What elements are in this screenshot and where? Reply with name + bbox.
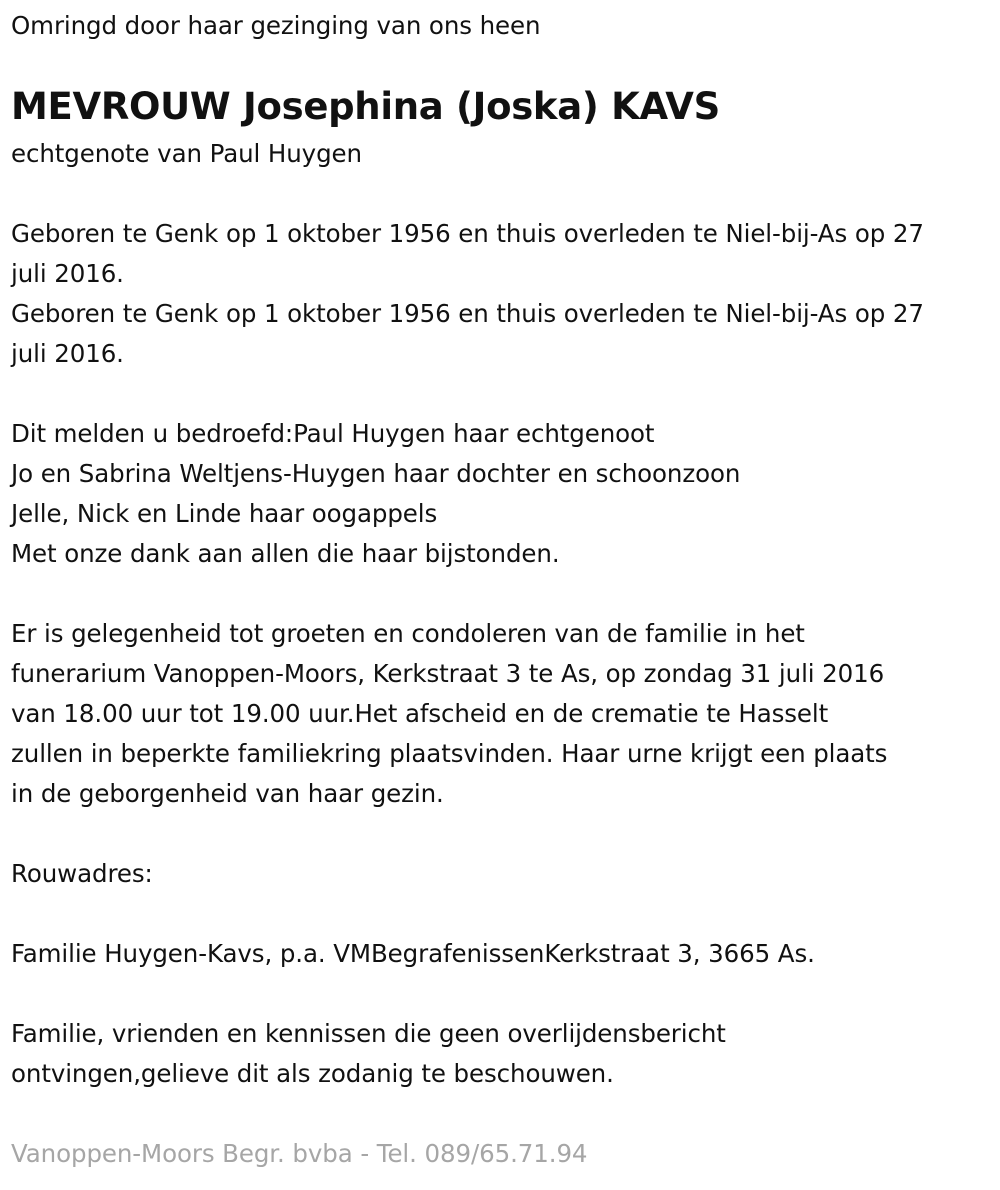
visitation-line: funerarium Vanoppen-Moors, Kerkstraat 3 te As, op zondag 31 juli 2016 bbox=[11, 659, 885, 688]
birth-line: Geboren te Genk op 1 oktober 1956 en thuis overleden te Niel-bij-As op 27 bbox=[11, 299, 924, 328]
family-line: Dit melden u bedroefd:Paul Huygen haar echtgenoot bbox=[11, 419, 655, 448]
closing-line: Familie, vrienden en kennissen die geen overlijdensbericht bbox=[11, 1019, 726, 1048]
mourning-address: Familie Huygen-Kavs, p.a. VMBegrafenissenKerkstraat 3, 3665 As. bbox=[11, 939, 815, 968]
visitation-line: in de geborgenheid van haar gezin. bbox=[11, 779, 444, 808]
closing-paragraph bbox=[11, 1014, 726, 1094]
family-line: Jo en Sabrina Weltjens-Huygen haar dochter en schoonzoon bbox=[11, 459, 741, 488]
address-label: Rouwadres: bbox=[11, 859, 153, 888]
visitation-line: Er is gelegenheid tot groeten en condoleren van de familie in het bbox=[11, 619, 805, 648]
closing-line: ontvingen,gelieve dit als zodanig te beschouwen. bbox=[11, 1059, 614, 1088]
visitation-paragraph bbox=[11, 614, 887, 814]
deceased-name: MEVROUW Josephina (Joska) KAVS bbox=[11, 85, 720, 128]
visitation-line: zullen in beperkte familiekring plaatsvinden. Haar urne krijgt een plaats bbox=[11, 739, 888, 768]
visitation-line: van 18.00 uur tot 19.00 uur.Het afscheid en de crematie te Hasselt bbox=[11, 699, 829, 728]
funeral-home-footer: Vanoppen-Moors Begr. bvba - Tel. 089/65.71.94 bbox=[11, 1139, 588, 1168]
birth-paragraph bbox=[11, 214, 924, 374]
subtitle-spouse: echtgenote van Paul Huygen bbox=[11, 139, 362, 168]
birth-line: Geboren te Genk op 1 oktober 1956 en thuis overleden te Niel-bij-As op 27 bbox=[11, 219, 924, 248]
birth-line: juli 2016. bbox=[11, 339, 124, 368]
birth-line: juli 2016. bbox=[11, 259, 124, 288]
family-line: Met onze dank aan allen die haar bijstonden. bbox=[11, 539, 560, 568]
family-line: Jelle, Nick en Linde haar oogappels bbox=[11, 499, 438, 528]
family-paragraph bbox=[11, 414, 740, 574]
intro-text: Omringd door haar gezinging van ons heen bbox=[11, 11, 541, 40]
